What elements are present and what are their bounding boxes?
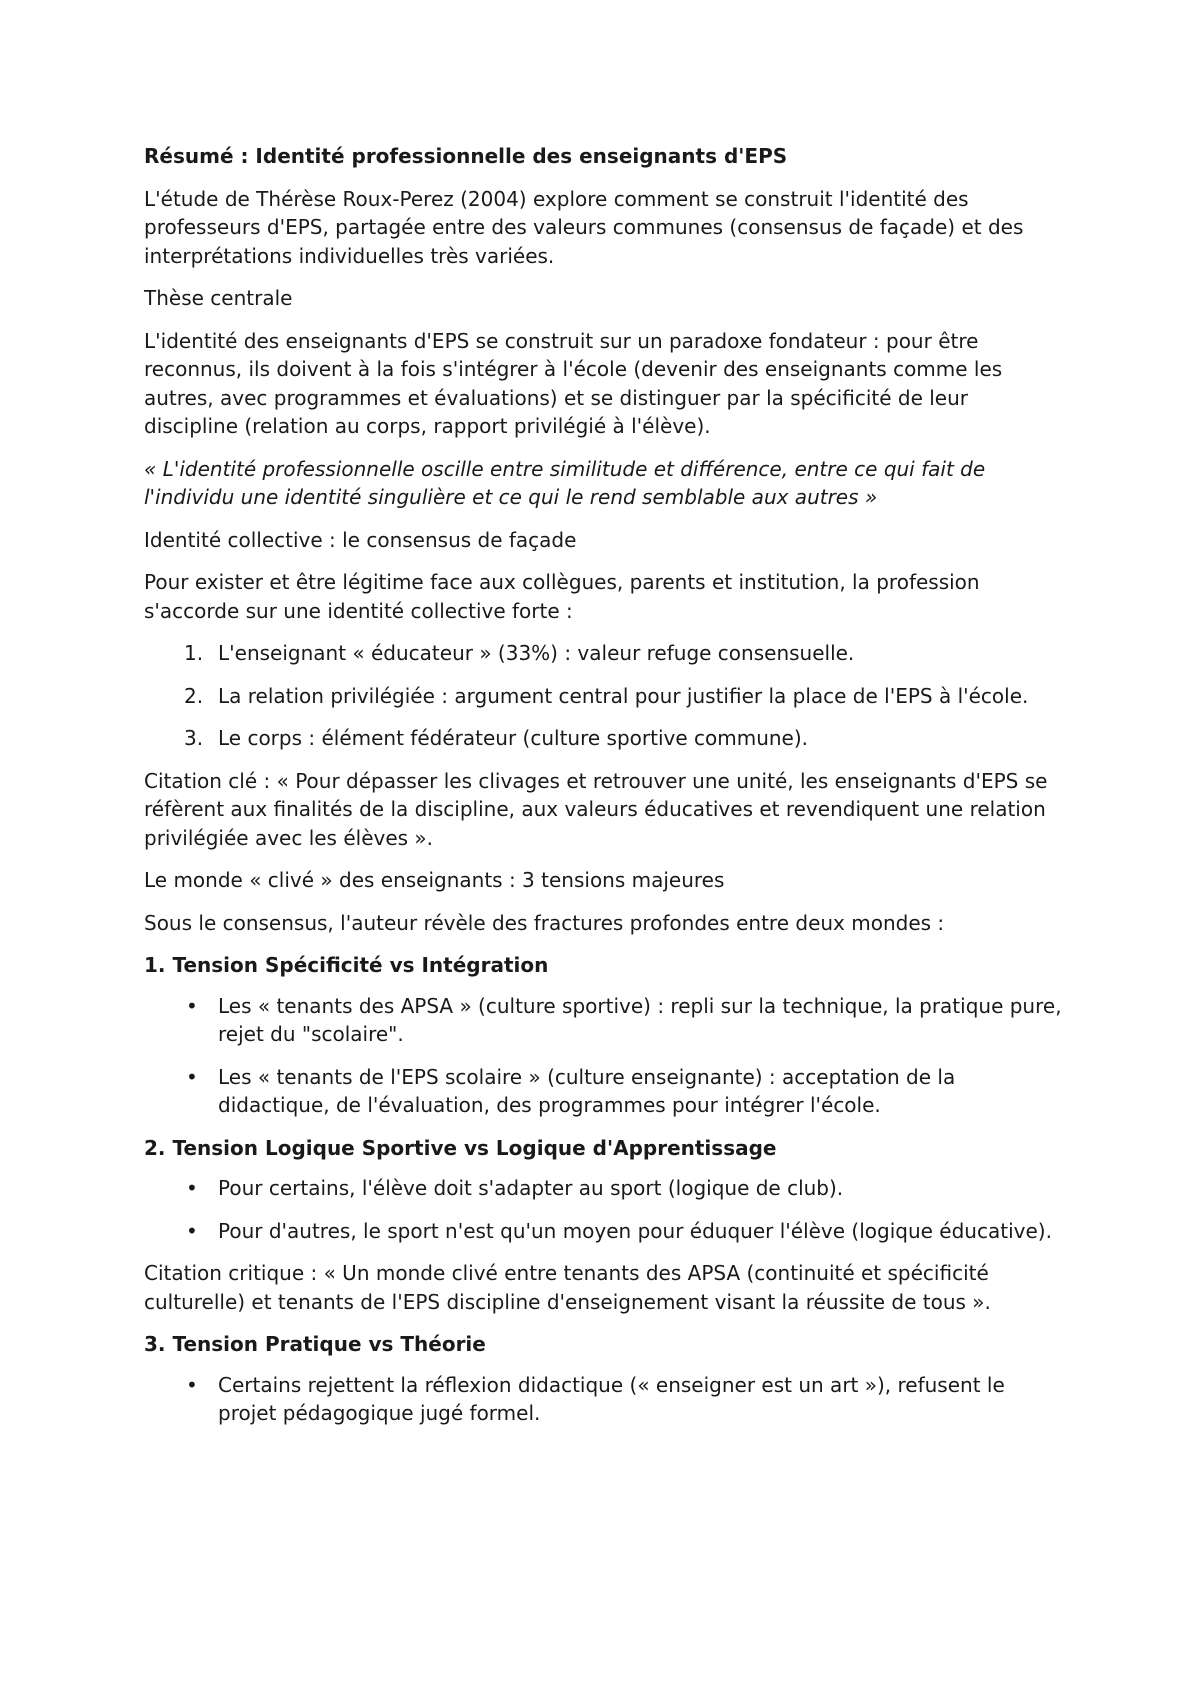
tensions-heading: Le monde « clivé » des enseignants : 3 tensions majeures xyxy=(144,868,725,892)
tension1-list xyxy=(144,992,1064,1120)
collective-quote: Citation clé : « Pour dépasser les clivages et retrouver une unité, les enseignants d'EPS se réfèrent aux finalités de la discipline, aux valeurs éducatives et revendiquent une relation privilégiée avec les élèves ». xyxy=(144,768,1048,850)
list-item xyxy=(144,682,1064,711)
collective-list xyxy=(144,639,1064,753)
list-item-text: Le corps : élément fédérateur (culture sportive commune). xyxy=(218,726,809,750)
document-page xyxy=(144,142,1064,1442)
intro-paragraph: L'étude de Thérèse Roux-Perez (2004) explore comment se construit l'identité des professeurs d'EPS, partagée entre des valeurs communes (consensus de façade) et des interprétations individuelles très variées. xyxy=(144,186,1024,268)
document-title: Résumé : Identité professionnelle des enseignants d'EPS xyxy=(144,144,788,168)
list-item xyxy=(144,724,1064,753)
list-item-text: Certains rejettent la réflexion didactique (« enseigner est un art »), refusent le projet pédagogique jugé formel. xyxy=(218,1372,1005,1425)
tension3-list xyxy=(144,1371,1064,1428)
list-item xyxy=(144,1063,1064,1120)
tensions-intro: Sous le consensus, l'auteur révèle des fractures profondes entre deux mondes : xyxy=(144,910,945,935)
tension1-heading: 1. Tension Spécificité vs Intégration xyxy=(144,953,549,977)
these-heading: Thèse centrale xyxy=(144,286,293,310)
list-item-text: Pour d'autres, le sport n'est qu'un moyen pour éduquer l'élève (logique éducative). xyxy=(218,1218,1052,1243)
list-item-text: Les « tenants des APSA » (culture sportive) : repli sur la technique, la pratique pure, rejet du "scolaire". xyxy=(218,993,1062,1046)
bullet-icon: • xyxy=(186,1176,198,1200)
list-item xyxy=(144,1174,1064,1203)
bullet-icon: • xyxy=(186,1064,198,1089)
tension2-quote: Citation critique : « Un monde clivé entre tenants des APSA (continuité et spécificité culturelle) et tenants de l'EPS discipline d'enseignement visant la réussite de tous ». xyxy=(144,1261,991,1314)
list-item-text: La relation privilégiée : argument central pour justifier la place de l'EPS à l'école. xyxy=(218,683,1029,708)
bullet-icon: • xyxy=(186,1218,198,1243)
list-item-text: L'enseignant « éducateur » (33%) : valeur refuge consensuelle. xyxy=(218,641,855,665)
tension2-list xyxy=(144,1174,1064,1245)
list-item xyxy=(144,1371,1064,1428)
list-item xyxy=(144,992,1064,1049)
tension2-heading: 2. Tension Logique Sportive vs Logique d'Apprentissage xyxy=(144,1135,777,1160)
bullet-icon: • xyxy=(186,1372,198,1397)
bullet-icon: • xyxy=(186,993,198,1018)
these-paragraph: L'identité des enseignants d'EPS se construit sur un paradoxe fondateur : pour être reconnus, ils doivent à la fois s'intégrer à l'école (devenir des enseignants comme les autres, avec programmes et évaluations) et se distinguer par la spécificité de leur discipline (relation au corps, rapport privilégié à l'élève). xyxy=(144,328,1003,438)
list-item xyxy=(144,1217,1064,1246)
collective-intro: Pour exister et être légitime face aux collègues, parents et institution, la profession s'accorde sur une identité collective forte : xyxy=(144,570,980,623)
list-item-text: Les « tenants de l'EPS scolaire » (culture enseignante) : acceptation de la didactique, de l'évaluation, des programmes pour intégrer l'école. xyxy=(218,1064,956,1117)
list-item xyxy=(144,639,1064,668)
these-quote: « L'identité professionnelle oscille entre similitude et différence, entre ce qui fait de l'individu une identité singulière et ce qui le rend semblable aux autres » xyxy=(144,456,986,509)
list-item-text: Pour certains, l'élève doit s'adapter au sport (logique de club). xyxy=(218,1176,844,1200)
list-number: 1. xyxy=(184,641,204,665)
list-number: 2. xyxy=(184,683,204,708)
tension3-heading: 3. Tension Pratique vs Théorie xyxy=(144,1332,486,1356)
collective-heading: Identité collective : le consensus de façade xyxy=(144,527,577,552)
list-number: 3. xyxy=(184,726,204,750)
